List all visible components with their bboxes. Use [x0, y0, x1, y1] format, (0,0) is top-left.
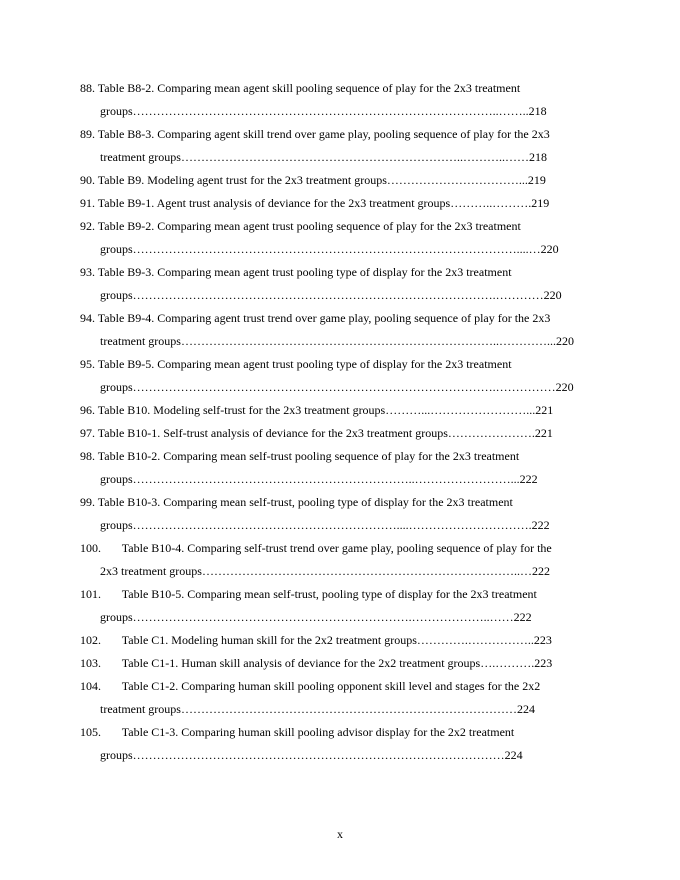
entry-page-number: 221	[535, 403, 554, 417]
entry-page-number: 222	[531, 518, 550, 532]
toc-entry-continuation[interactable]	[80, 606, 600, 629]
entry-number: 97.	[80, 426, 95, 440]
page-number: x	[337, 827, 343, 841]
entry-title-continuation: groups	[100, 242, 133, 256]
dot-leader: ………..……….	[450, 196, 532, 210]
entry-title-continuation: groups	[100, 380, 133, 394]
entry-page-number: 222	[513, 610, 532, 624]
entry-title: Table C1-3. Comparing human skill pooling advisor display for the 2x2 treatment	[121, 725, 515, 739]
entry-title: Table B8-2. Comparing mean agent skill pooling sequence of play for the 2x3 treatment	[97, 81, 521, 95]
toc-entry[interactable]	[80, 583, 600, 606]
entry-title-continuation: groups	[100, 610, 133, 624]
entry-title: Table B10. Modeling self-trust for the 2x3 treatment groups	[97, 403, 386, 417]
dot-leader: ……………………………………………………………..………..……	[180, 150, 529, 164]
toc-entry-continuation[interactable]	[80, 514, 600, 537]
entry-title: Table B10-5. Comparing mean self-trust, pooling type of display for the 2x3 treatment	[121, 587, 537, 601]
toc-entry-continuation[interactable]	[80, 468, 600, 491]
entry-page-number: 220	[540, 242, 559, 256]
entry-page-number: 218	[528, 150, 547, 164]
dot-leader: …………………………………………………………….………………..……	[132, 610, 514, 624]
entry-number: 105.	[80, 725, 101, 739]
toc-entry-continuation[interactable]	[80, 284, 600, 307]
entry-title: Table B10-4. Comparing self-trust trend over game play, pooling sequence of play for the	[121, 541, 552, 555]
entry-page-number: 222	[519, 472, 538, 486]
dot-leader: ………...……………………...	[385, 403, 536, 417]
entry-number: 101.	[80, 587, 101, 601]
entry-title: Table B10-3. Comparing mean self-trust, pooling type of display for the 2x3 treatment	[97, 495, 513, 509]
toc-entry-continuation[interactable]	[80, 238, 600, 261]
dot-leader: ……………………………………………………………………………….……………	[132, 380, 556, 394]
entry-number: 89.	[80, 127, 95, 141]
dot-leader: …………………………………………………………………………………	[132, 748, 505, 762]
dot-leader: ……………………………...	[386, 173, 528, 187]
toc-entry-continuation[interactable]	[80, 146, 600, 169]
entry-title: Table B9-1. Agent trust analysis of deviance for the 2x3 treatment groups	[97, 196, 451, 210]
entry-title: Table B8-3. Comparing agent skill trend over game play, pooling sequence of play for the 2x3	[97, 127, 550, 141]
toc-entry[interactable]	[80, 307, 600, 330]
entry-title-continuation: groups	[100, 748, 133, 762]
dot-leader: …………………………………………………………....………………………….	[132, 518, 532, 532]
entry-title: Table C1-1. Human skill analysis of deviance for the 2x2 treatment groups	[121, 656, 481, 670]
entry-number: 102.	[80, 633, 101, 647]
entry-title-continuation: treatment groups	[100, 702, 181, 716]
entry-title: Table C1-2. Comparing human skill pooling opponent skill level and stages for the 2x2	[121, 679, 541, 693]
entry-page-number: 219	[527, 173, 546, 187]
toc-entry[interactable]	[80, 123, 600, 146]
toc-entry-continuation[interactable]	[80, 698, 600, 721]
toc-entry[interactable]	[80, 77, 600, 100]
entry-page-number: 222	[531, 564, 550, 578]
toc-entry[interactable]	[80, 675, 600, 698]
entry-page-number: 221	[534, 426, 553, 440]
toc-entry-continuation[interactable]	[80, 330, 600, 353]
toc-entry-continuation[interactable]	[80, 100, 600, 123]
dot-leader: ….……….	[480, 656, 535, 670]
entry-number: 90.	[80, 173, 95, 187]
entry-page-number: 219	[531, 196, 550, 210]
toc-entry[interactable]	[80, 652, 600, 675]
entry-title: Table B9. Modeling agent trust for the 2x3 treatment groups	[97, 173, 387, 187]
entry-page-number: 224	[504, 748, 523, 762]
entry-title-continuation: treatment groups	[100, 334, 181, 348]
toc-entry[interactable]	[80, 537, 600, 560]
entry-number: 99.	[80, 495, 95, 509]
list-of-tables	[80, 77, 600, 767]
dot-leader: ……………………………………………………………………..…	[201, 564, 532, 578]
entry-page-number: 220	[555, 334, 574, 348]
entry-title-continuation: groups	[100, 472, 133, 486]
toc-entry[interactable]	[80, 215, 600, 238]
entry-number: 95.	[80, 357, 95, 371]
toc-entry[interactable]	[80, 422, 600, 445]
entry-number: 88.	[80, 81, 95, 95]
dot-leader: …………………………………………………………………………	[180, 702, 517, 716]
dot-leader: ………….……………..	[416, 633, 534, 647]
dot-leader: ……………………………………………………………..……………………...	[132, 472, 520, 486]
dot-leader: ………………….	[447, 426, 535, 440]
entry-number: 98.	[80, 449, 95, 463]
entry-page-number: 223	[534, 656, 553, 670]
entry-title-continuation: groups	[100, 104, 133, 118]
entry-title: Table B10-1. Self-trust analysis of deviance for the 2x3 treatment groups	[97, 426, 448, 440]
entry-title: Table B9-2. Comparing mean agent trust pooling sequence of play for the 2x3 treatment	[97, 219, 521, 233]
entry-number: 91.	[80, 196, 95, 210]
dot-leader: ……………………………………………………………………………….…………	[132, 288, 544, 302]
toc-entry[interactable]	[80, 169, 600, 192]
toc-entry[interactable]	[80, 491, 600, 514]
entry-title-continuation: 2x3 treatment groups	[100, 564, 202, 578]
toc-entry[interactable]	[80, 261, 600, 284]
toc-entry-continuation[interactable]	[80, 744, 600, 767]
entry-number: 93.	[80, 265, 95, 279]
toc-entry[interactable]	[80, 445, 600, 468]
entry-title-continuation: treatment groups	[100, 150, 181, 164]
dot-leader: ……………………………………………………………………………………....…	[132, 242, 541, 256]
entry-number: 96.	[80, 403, 95, 417]
entry-page-number: 223	[533, 633, 552, 647]
entry-title: Table B9-3. Comparing mean agent trust pooling type of display for the 2x3 treatment	[97, 265, 512, 279]
entry-number: 100.	[80, 541, 101, 555]
entry-title-continuation: groups	[100, 518, 133, 532]
dot-leader: ………………………………………………………………………………..……..	[132, 104, 529, 118]
entry-number: 103.	[80, 656, 101, 670]
entry-number: 94.	[80, 311, 95, 325]
entry-title: Table C1. Modeling human skill for the 2x2 treatment groups	[121, 633, 417, 647]
toc-entry-continuation[interactable]	[80, 376, 600, 399]
entry-page-number: 220	[543, 288, 562, 302]
entry-page-number: 220	[555, 380, 574, 394]
entry-page-number: 224	[516, 702, 535, 716]
entry-page-number: 218	[528, 104, 547, 118]
entry-number: 92.	[80, 219, 95, 233]
toc-entry[interactable]	[80, 721, 600, 744]
entry-title: Table B10-2. Comparing mean self-trust pooling sequence of play for the 2x3 treatment	[97, 449, 520, 463]
toc-entry[interactable]	[80, 192, 600, 215]
dot-leader: ……………………………………………………………………..…………...	[180, 334, 556, 348]
toc-entry[interactable]	[80, 399, 600, 422]
toc-entry[interactable]	[80, 353, 600, 376]
entry-number: 104.	[80, 679, 101, 693]
entry-title-continuation: groups	[100, 288, 133, 302]
toc-entry-continuation[interactable]	[80, 560, 600, 583]
toc-entry[interactable]	[80, 629, 600, 652]
entry-title: Table B9-5. Comparing mean agent trust pooling type of display for the 2x3 treatment	[97, 357, 512, 371]
entry-title: Table B9-4. Comparing agent trust trend over game play, pooling sequence of play for the 2x3	[97, 311, 551, 325]
